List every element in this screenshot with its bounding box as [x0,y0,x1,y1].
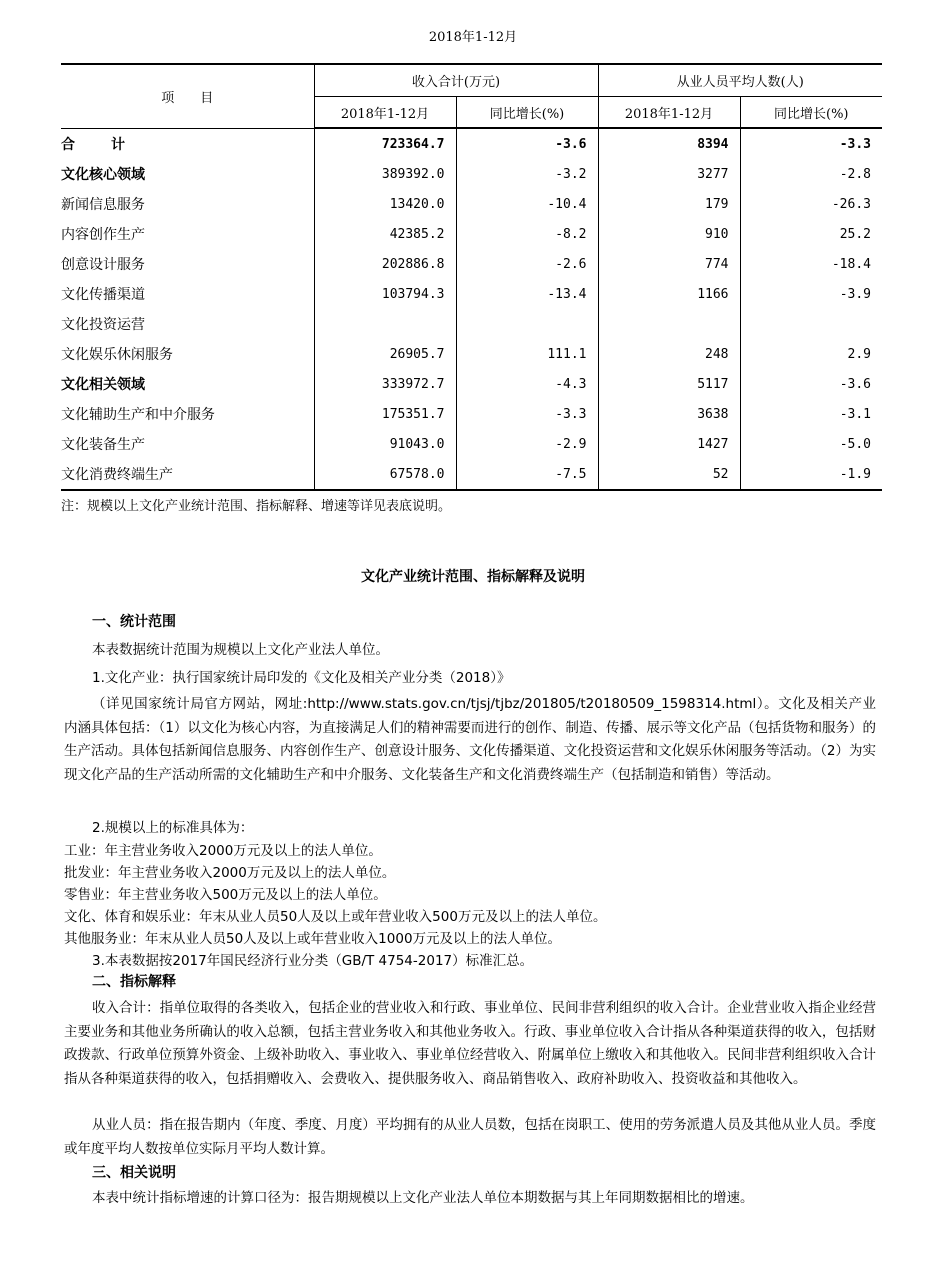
paragraph: 2.规模以上的标准具体为： [92,820,254,836]
cell-income: 13420.0 [314,189,456,219]
row-label: 新闻信息服务 [61,197,145,213]
paragraph: 工业：年主营业务收入2000万元及以上的法人单位。 [64,843,382,859]
table-row [61,459,882,490]
header-income-growth: 同比增长(%) [456,97,598,129]
row-label: 内容创作生产 [61,227,145,243]
cell-emp-growth: -3.3 [740,128,882,159]
row-label: 文化消费终端生产 [61,459,314,490]
cell-employees: 5117 [598,369,740,399]
paragraph: 其他服务业：年末从业人员50人及以上或年营业收入1000万元及以上的法人单位。 [64,931,562,947]
section-heading-scope: 一、统计范围 [92,614,176,630]
cell-employees: 179 [598,189,740,219]
cell-income: 103794.3 [314,279,456,309]
cell-emp-growth: -3.1 [740,399,882,429]
table-row [61,128,882,159]
paragraph: 1.文化产业：执行国家统计局印发的《文化及相关产业分类（2018）》 [92,670,511,686]
cell-income-growth [456,309,598,339]
cell-employees [598,309,740,339]
cell-income-growth: -7.5 [456,459,598,490]
table-row [61,339,882,369]
cell-income: 202886.8 [314,249,456,279]
row-label: 文化装备生产 [61,437,145,453]
table-note: 注：规模以上文化产业统计范围、指标解释、增速等详见表底说明。 [61,499,452,514]
row-label: 文化辅助生产和中介服务 [61,407,215,423]
section-heading-indicators: 二、指标解释 [92,974,176,990]
cell-emp-growth: -3.9 [740,279,882,309]
cell-income-growth: -2.9 [456,429,598,459]
cell-income: 42385.2 [314,219,456,249]
cell-emp-growth: -26.3 [740,189,882,219]
cell-income: 333972.7 [314,369,456,399]
cell-employees: 1166 [598,279,740,309]
row-label: 创意设计服务 [61,257,145,273]
header-income: 收入合计(万元) [314,64,598,97]
cell-income [314,309,456,339]
cell-employees: 52 [598,459,740,490]
row-label: 文化娱乐休闲服务 [61,347,173,363]
row-label: 文化传播渠道 [61,287,145,303]
cell-employees: 1427 [598,429,740,459]
cell-emp-growth: -18.4 [740,249,882,279]
cell-income: 389392.0 [314,159,456,189]
cell-income-growth: -2.6 [456,249,598,279]
cell-employees: 3638 [598,399,740,429]
cell-emp-growth: -3.6 [740,369,882,399]
table-row [61,159,882,189]
cell-income: 723364.7 [314,128,456,159]
paragraph: 批发业：年主营业务收入2000万元及以上的法人单位。 [64,865,396,881]
row-label: 文化投资运营 [61,317,145,333]
cell-emp-growth: -1.9 [740,459,882,490]
table-row [61,249,882,279]
row-label: 文化相关领域 [61,377,145,393]
cell-income: 26905.7 [314,339,456,369]
cell-income-growth: -10.4 [456,189,598,219]
doc-title: 文化产业统计范围、指标解释及说明 [361,569,585,585]
cell-employees: 774 [598,249,740,279]
cell-income: 175351.7 [314,399,456,429]
row-label: 合 计 [61,136,125,153]
table-row [61,309,882,339]
statistics-table [61,63,882,491]
paragraph: 零售业：年主营业务收入500万元及以上的法人单位。 [64,887,387,903]
table-body [61,128,882,490]
row-label: 文化核心领域 [61,167,145,183]
cell-income-growth: -3.2 [456,159,598,189]
cell-income: 91043.0 [314,429,456,459]
cell-income-growth: -13.4 [456,279,598,309]
cell-employees: 248 [598,339,740,369]
paragraph: 文化、体育和娱乐业：年末从业人员50人及以上或年营业收入500万元及以上的法人单位。 [64,909,607,925]
cell-income-growth: 111.1 [456,339,598,369]
cell-employees: 3277 [598,159,740,189]
header-employees-period: 2018年1-12月 [598,97,740,129]
cell-emp-growth: 25.2 [740,219,882,249]
paragraph: 本表数据统计范围为规模以上文化产业法人单位。 [92,642,389,658]
table-row [61,429,882,459]
header-employees-growth: 同比增长(%) [740,97,882,129]
paragraph: 3.本表数据按2017年国民经济行业分类（GB/T 4754-2017）标准汇总。 [92,953,534,969]
section-heading-notes: 三、相关说明 [92,1165,176,1181]
header-employees: 从业人员平均人数(人) [598,64,882,97]
cell-employees: 8394 [598,128,740,159]
cell-income-growth: -8.2 [456,219,598,249]
table-row [61,369,882,399]
header-income-period: 2018年1-12月 [314,97,456,129]
table-row [61,399,882,429]
cell-emp-growth: -5.0 [740,429,882,459]
paragraph: 收入合计：指单位取得的各类收入，包括企业的营业收入和行政、事业单位、民间非营利组织的收入合计。企业营业收入指企业经营主要业务和其他业务所确认的收入总额，包括主营业务收入和其他业务收入。行政、事业单位收入合计指从各种渠道获得的收入，包括财政拨款、行政单位预算外资金、上级补助收入、事业收入、事业单位经营收入、附属单位上缴收入和其他收入。民间非营利组织收入合计指从各种渠道获得的收入，包括捐赠收入、会费收入、提供服务收入、商品销售收入、政府补助收入、投资收益和其他收入。 [64,1000,876,1087]
header-item: 项 目 [61,64,314,128]
cell-emp-growth [740,309,882,339]
cell-income-growth: -4.3 [456,369,598,399]
cell-emp-growth: -2.8 [740,159,882,189]
table-row [61,279,882,309]
paragraph: （详见国家统计局官方网站，网址:http://www.stats.gov.cn/tjsj/tjbz/201805/t20180509_1598314.html）。文化及相关产业内涵具体包括：（1）以文化为核心内容，为直接满足人们的精神需要而进行的创作、制造、传播、展示等文化产品（包括货物和服务）的生产活动。具体包括新闻信息服务、内容创作生产、创意设计服务、文化传播渠道、文化投资运营和文化娱乐休闲服务等活动。（2）为实现文化产品的生产活动所需的文化辅助生产和中介服务、文化装备生产和文化消费终端生产（包括制造和销售）等活动。 [64,696,876,783]
paragraph: 从业人员：指在报告期内（年度、季度、月度）平均拥有的从业人员数，包括在岗职工、使用的劳务派遣人员及其他从业人员。季度或年度平均人数按单位实际月平均人数计算。 [64,1117,876,1157]
cell-employees: 910 [598,219,740,249]
cell-income-growth: -3.3 [456,399,598,429]
cell-income: 67578.0 [314,459,456,490]
table-period: 2018年1-12月 [428,30,518,45]
table-row [61,189,882,219]
table-row [61,219,882,249]
paragraph: 本表中统计指标增速的计算口径为：报告期规模以上文化产业法人单位本期数据与其上年同期数据相比的增速。 [92,1190,754,1206]
cell-emp-growth: 2.9 [740,339,882,369]
cell-income-growth: -3.6 [456,128,598,159]
